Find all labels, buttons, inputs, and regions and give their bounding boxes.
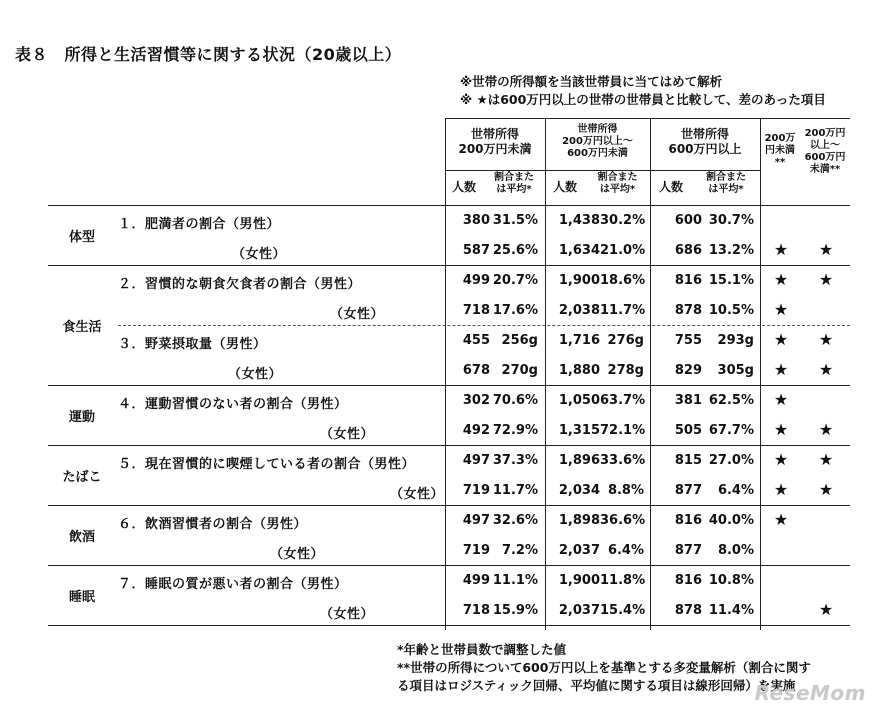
header-sub-rule [445,170,760,171]
star-under-200: ★ [773,360,789,379]
row-label-male: ３．野菜摂取量（男性） [118,337,267,352]
count-under-200: 497 [462,453,490,468]
category-divider [48,565,850,566]
header-rate: 割合また は平均* [597,172,638,195]
value-200-600: 11.8% [600,573,646,588]
star-200-600: ★ [818,360,834,379]
footnote-multivariate-1: **世帯の所得について600万円以上を基準とする多変量解析（割合に関す [397,660,811,675]
value-under-200: 72.9% [492,423,538,438]
row-label-female: （女性） [320,427,375,442]
value-200-600: 6.4% [607,543,644,558]
star-200-600: ★ [818,330,834,349]
category-divider [48,385,850,386]
resemom-logo: ReseMom [754,681,866,705]
star-under-200: ★ [773,390,789,409]
header-count: 人数 [658,180,683,194]
count-under-200: 497 [462,513,490,528]
count-over-600: 755 [674,333,702,348]
count-under-200: 719 [462,543,490,558]
count-200-600: 1,880 [558,363,600,378]
star-200-600: ★ [818,600,834,619]
count-under-200: 455 [462,333,490,348]
header-count: 人数 [451,180,476,194]
table-bottom-rule [48,625,850,626]
value-under-200: 20.7% [492,273,538,288]
value-200-600: 63.7% [600,393,646,408]
row-label-female: （女性） [232,247,287,262]
value-under-200: 270g [501,363,538,378]
count-over-600: 877 [674,483,702,498]
count-over-600: 877 [674,543,702,558]
count-under-200: 302 [462,393,490,408]
count-200-600: 1,898 [558,513,600,528]
count-200-600: 1,900 [558,273,600,288]
value-over-600: 10.5% [708,303,754,318]
value-200-600: 36.6% [600,513,646,528]
category-divider [48,505,850,506]
value-over-600: 30.7% [708,213,754,228]
value-under-200: 32.6% [492,513,538,528]
row-label-male: ５．現在習慣的に喫煙している者の割合（男性） [118,457,416,472]
count-over-600: 878 [674,303,702,318]
value-under-200: 7.2% [501,543,538,558]
value-over-600: 27.0% [708,453,754,468]
category-label: 運動 [68,410,95,425]
value-over-600: 11.4% [708,603,754,618]
value-under-200: 256g [501,333,538,348]
value-200-600: 21.0% [600,243,646,258]
star-under-200: ★ [773,450,789,469]
category-label: 飲酒 [68,530,95,545]
count-200-600: 1,716 [558,333,600,348]
star-under-200: ★ [773,510,789,529]
star-under-200: ★ [773,330,789,349]
count-over-600: 600 [674,213,702,228]
count-under-200: 718 [462,303,490,318]
value-200-600: 18.6% [600,273,646,288]
count-over-600: 816 [674,513,702,528]
count-under-200: 492 [462,423,490,438]
count-over-600: 815 [674,453,702,468]
value-200-600: 15.4% [600,603,646,618]
value-under-200: 17.6% [492,303,538,318]
row-label-male: ２．習慣的な朝食欠食者の割合（男性） [118,277,362,292]
value-200-600: 276g [607,333,644,348]
row-label-male: ７．睡眠の質が悪い者の割合（男性） [118,577,348,592]
category-label: たばこ [62,470,102,485]
value-over-600: 293g [717,333,754,348]
value-under-200: 11.7% [492,483,538,498]
count-over-600: 505 [674,423,702,438]
note-star: ※ ★は600万円以上の世帯の世帯員と比較して、差のあった項目 [460,92,826,107]
star-200-600: ★ [818,450,834,469]
header-top-rule [445,118,850,119]
footnote-adjusted: *年齢と世帯員数で調整した値 [397,642,567,657]
count-200-600: 1,896 [558,453,600,468]
count-200-600: 1,050 [558,393,600,408]
category-divider [48,265,850,266]
star-200-600: ★ [818,270,834,289]
value-over-600: 8.0% [717,543,754,558]
star-200-600: ★ [818,480,834,499]
count-under-200: 678 [462,363,490,378]
footnote-multivariate-2: る項目はロジスティック回帰、平均値に関する項目は線形回帰）を実施 [397,678,796,693]
value-200-600: 72.1% [600,423,646,438]
count-under-200: 499 [462,273,490,288]
row-label-male: １．肥満者の割合（男性） [118,217,281,232]
star-under-200: ★ [773,240,789,259]
value-over-600: 305g [717,363,754,378]
count-over-600: 816 [674,573,702,588]
header-compare-200-600: 200万円 以上～ 600万円 未満** [804,128,846,175]
count-200-600: 2,037 [558,543,600,558]
note-analysis: ※世帯の所得額を当該世帯員に当てはめて解析 [460,74,723,89]
value-200-600: 11.7% [600,303,646,318]
row-label-female: （女性） [330,307,385,322]
star-200-600: ★ [818,240,834,259]
count-200-600: 2,037 [558,603,600,618]
header-count: 人数 [552,180,577,194]
value-under-200: 25.6% [492,243,538,258]
value-under-200: 37.3% [492,453,538,468]
value-under-200: 11.1% [492,573,538,588]
count-200-600: 1,634 [558,243,600,258]
count-200-600: 1,438 [558,213,600,228]
row-label-female: （女性） [320,607,375,622]
category-label: 体型 [68,230,95,245]
count-200-600: 2,038 [558,303,600,318]
header-rate: 割合また は平均* [494,172,534,195]
star-under-200: ★ [773,270,789,289]
row-label-female: （女性） [228,367,283,382]
count-under-200: 499 [462,573,490,588]
value-over-600: 15.1% [708,273,754,288]
count-over-600: 381 [674,393,702,408]
value-over-600: 13.2% [708,243,754,258]
value-over-600: 62.5% [708,393,754,408]
star-under-200: ★ [773,420,789,439]
row-label-male: ４．運動習慣のない者の割合（男性） [118,397,348,412]
value-200-600: 8.8% [607,483,644,498]
header-group-200-600: 世帯所得 200万円以上～ 600万円未満 [562,124,633,159]
table-title: 表８ 所得と生活習慣等に関する状況（20歳以上） [15,45,402,64]
item-divider [118,325,850,326]
value-over-600: 10.8% [708,573,754,588]
star-200-600: ★ [818,420,834,439]
value-200-600: 30.2% [600,213,646,228]
value-under-200: 70.6% [492,393,538,408]
header-rate: 割合また は平均* [706,172,746,195]
value-200-600: 278g [607,363,644,378]
category-divider [48,445,850,446]
count-over-600: 686 [674,243,702,258]
column-divider [760,118,761,630]
count-under-200: 719 [462,483,490,498]
value-over-600: 67.7% [708,423,754,438]
row-label-female: （女性） [270,547,325,562]
header-bottom-rule [48,205,850,206]
value-under-200: 31.5% [492,213,538,228]
value-under-200: 15.9% [492,603,538,618]
star-under-200: ★ [773,300,789,319]
value-over-600: 6.4% [717,483,754,498]
count-under-200: 380 [462,213,490,228]
count-under-200: 718 [462,603,490,618]
header-compare-under-200: 200万 円未満 ** [764,133,796,168]
row-label-male: ６．飲酒習慣者の割合（男性） [118,517,308,532]
value-200-600: 33.6% [600,453,646,468]
header-group-under-200: 世帯所得 200万円未満 [458,127,532,156]
count-200-600: 1,315 [558,423,600,438]
count-over-600: 878 [674,603,702,618]
category-label: 食生活 [62,320,102,335]
count-over-600: 816 [674,273,702,288]
star-under-200: ★ [773,480,789,499]
row-label-female: （女性） [390,487,445,502]
value-over-600: 40.0% [708,513,754,528]
count-under-200: 587 [462,243,490,258]
count-over-600: 829 [674,363,702,378]
category-label: 睡眠 [68,590,95,605]
count-200-600: 2,034 [558,483,600,498]
header-group-over-600: 世帯所得 600万円以上 [668,127,742,156]
count-200-600: 1,900 [558,573,600,588]
